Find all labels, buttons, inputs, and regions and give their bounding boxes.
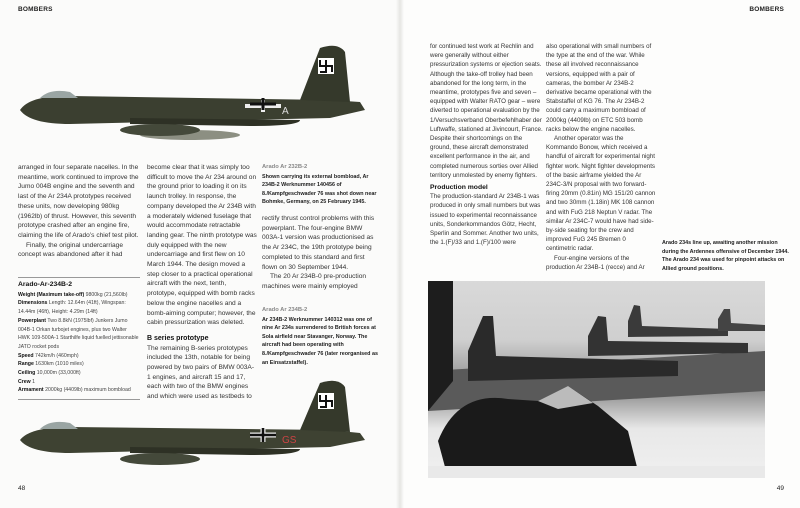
paragraph: rectify thrust control problems with this powerplant. The four-engine BMW 003A-1 version was productionised as the Ar 234C, the 19th prototype being completed to this standard and first flown on 30 September 1944. (262, 215, 375, 271)
fuselage-code: GS (282, 435, 297, 446)
spec-row: Dimensions Length: 12.64m (41ft), Wingspan: 14.44m (46ft), Height: 4.29m (14ft) (18, 300, 126, 316)
paragraph: Finally, the original undercarriage concept was abandoned after it had (18, 241, 124, 259)
running-header: BOMBERS (749, 6, 784, 13)
caption-text: Shown carrying its external bombload, Ar 234B-2 Werknummer 140456 of 8./Kampfgeschwader 76 was shot down near Bohmke, Germany, on 25 February 1945. (262, 173, 377, 206)
paragraph: Another operator was the Kommando Bonow, which received a handful of aircraft for experimental night fighter work. Night fighter developments of the basic airframe yielded the Ar 234C-3/N proposal with two forward-firing 20mm (0.81in) MG 151/20 cannon and two 30mm (1.18in) MK 108 cannon and with FuG 218 Neptun V radar. The similar Ar 234C-7 would have had side-by-side seating for the crew and improved FuG 245 Bremen 0 centimetric radar. (546, 135, 656, 253)
caption-title: Arado Ar 234B-2 (262, 307, 308, 313)
paragraph: arranged in four separate nacelles. In the meantime, work continued to improve the Jumo 004B engine and the seventh and last of the Ar 234A prototypes received these units, now developing 980kg (1962lb) of thrust. However, this seventh prototype crashed after an engine fire, claiming the life of Arado’s chief test pilot. (18, 164, 139, 239)
section-heading: Production model (430, 184, 488, 192)
photo-caption: Arado 234s line up, awaiting another mission during the Ardennes offensive of December 1944. The Arado 234 was used for pinpoint attacks on Allied ground positions. (662, 240, 789, 272)
paragraph: The remaining B-series prototypes included the 13th, notable for being powered by two pairs of BMW 003A-1 engines, and aircraft 15 and 17, each with two of the BMW engines and which were used as testbeds to (147, 344, 255, 401)
caption-top-profile (262, 163, 380, 207)
paragraph: Four-engine versions of the production Ar 234B-1 (recce) and Ar (546, 254, 645, 271)
caption-title: Arado Ar 232B-2 (262, 164, 308, 170)
spec-row: Powerplant Two 8.8kN (1975lbf) Junkers Jumo 004B-1 Orkan turbojet engines, plus two Walter HWK 109-500A-1 Starthilfe liquid fuelled jettisonable JATO rocket pods (18, 317, 139, 350)
page-number: 49 (776, 485, 784, 492)
spec-title: Arado-Ar-234B-2 (18, 281, 73, 288)
photo-aircraft-lineup (428, 281, 765, 478)
text-column-1 (430, 42, 544, 247)
spec-row: Weight (Maximum take-off) 9800kg (21,560lb) (18, 291, 128, 298)
spec-row: Armament 2000kg (4409lb) maximum bombload (18, 387, 131, 394)
caption-text: Ar 234B-2 Werknummer 140312 was one of nine Ar 234s surrendered to British forces at Sola airfield near Stavanger, Norway. The aircraft had been operating with 8./Kampfgeschwader 76 (later reorganised as an Einsatzstaffel). (262, 316, 378, 366)
paragraph: The production-standard Ar 234B-1 was produced in only small numbers but was issued to experimental reconnaissance units, Sonderkommandos Götz, Hecht, Sperlin and Sommer. Another two units, the 1.(F)/33 and 1.(F)/100 were (430, 193, 541, 247)
page-number: 48 (18, 485, 26, 492)
spec-row: Speed 742km/h (460mph) (18, 352, 79, 359)
book-gutter (396, 0, 404, 508)
text-column-2 (147, 163, 257, 402)
spec-row: Ceiling 10,000m (33,000ft) (18, 370, 81, 377)
text-column-2 (546, 42, 656, 272)
aircraft-profile-top (0, 40, 380, 155)
fuselage-code: A (282, 106, 289, 117)
caption-bottom-profile (262, 306, 380, 367)
paragraph: The 20 Ar 234B-0 pre-production machines were mainly employed (262, 273, 367, 290)
paragraph: for continued test work at Rechlin and were generally without either pressurization systems or ejection seats. Although the take-off trolley had been abandoned for the long term, in the meantime, prototypes five and seven – equipped with Walter RATO gear – were diverted to operational evaluation by the 1/Versuchsverband Oberbefehlhaber der Luftwaffe, stationed at Jivincourt, France. Despite their shortcomings on the ground, these aircraft demonstrated excellent performance in the air, and completed numerous sorties over Allied territory unmolested by enemy fighters. (430, 43, 543, 179)
spec-row: Range 1630km (1010 miles) (18, 361, 84, 368)
section-heading: B series prototype (147, 334, 209, 342)
spec-row: Crew 1 (18, 378, 36, 385)
paragraph: become clear that it was simply too difficult to move the Ar 234 around on the ground prior to loading it on its launch trolley. In response, the company developed the Ar 234B with a moderately widened fuselage that would accommodate retractable landing gear. The ninth prototype was duly equipped with the new undercarriage and first flew on 10 March 1944. The design moved a step closer to a practical operational aircraft with the next, tenth, prototype, equipped with bomb racks below the engine nacelles and a bomb-aiming computer; however, the cabin pressurization was deleted. (147, 164, 257, 327)
running-header: BOMBERS (18, 6, 53, 13)
paragraph: also operational with small numbers of the type at the end of the war. While these all involved reconnaissance versions, equipped with a pair of cameras, the bomber Ar 234B-2 derivative became operational with the Stabstaffel of KG 76. The Ar 234B-2 could carry a maximum bombload of 2000kg (4409lb) on ETC 503 bomb racks below the engine nacelles. (546, 43, 652, 133)
text-column-3 (262, 214, 380, 292)
aircraft-profile-bottom (0, 375, 380, 475)
text-column-1 (18, 163, 142, 260)
